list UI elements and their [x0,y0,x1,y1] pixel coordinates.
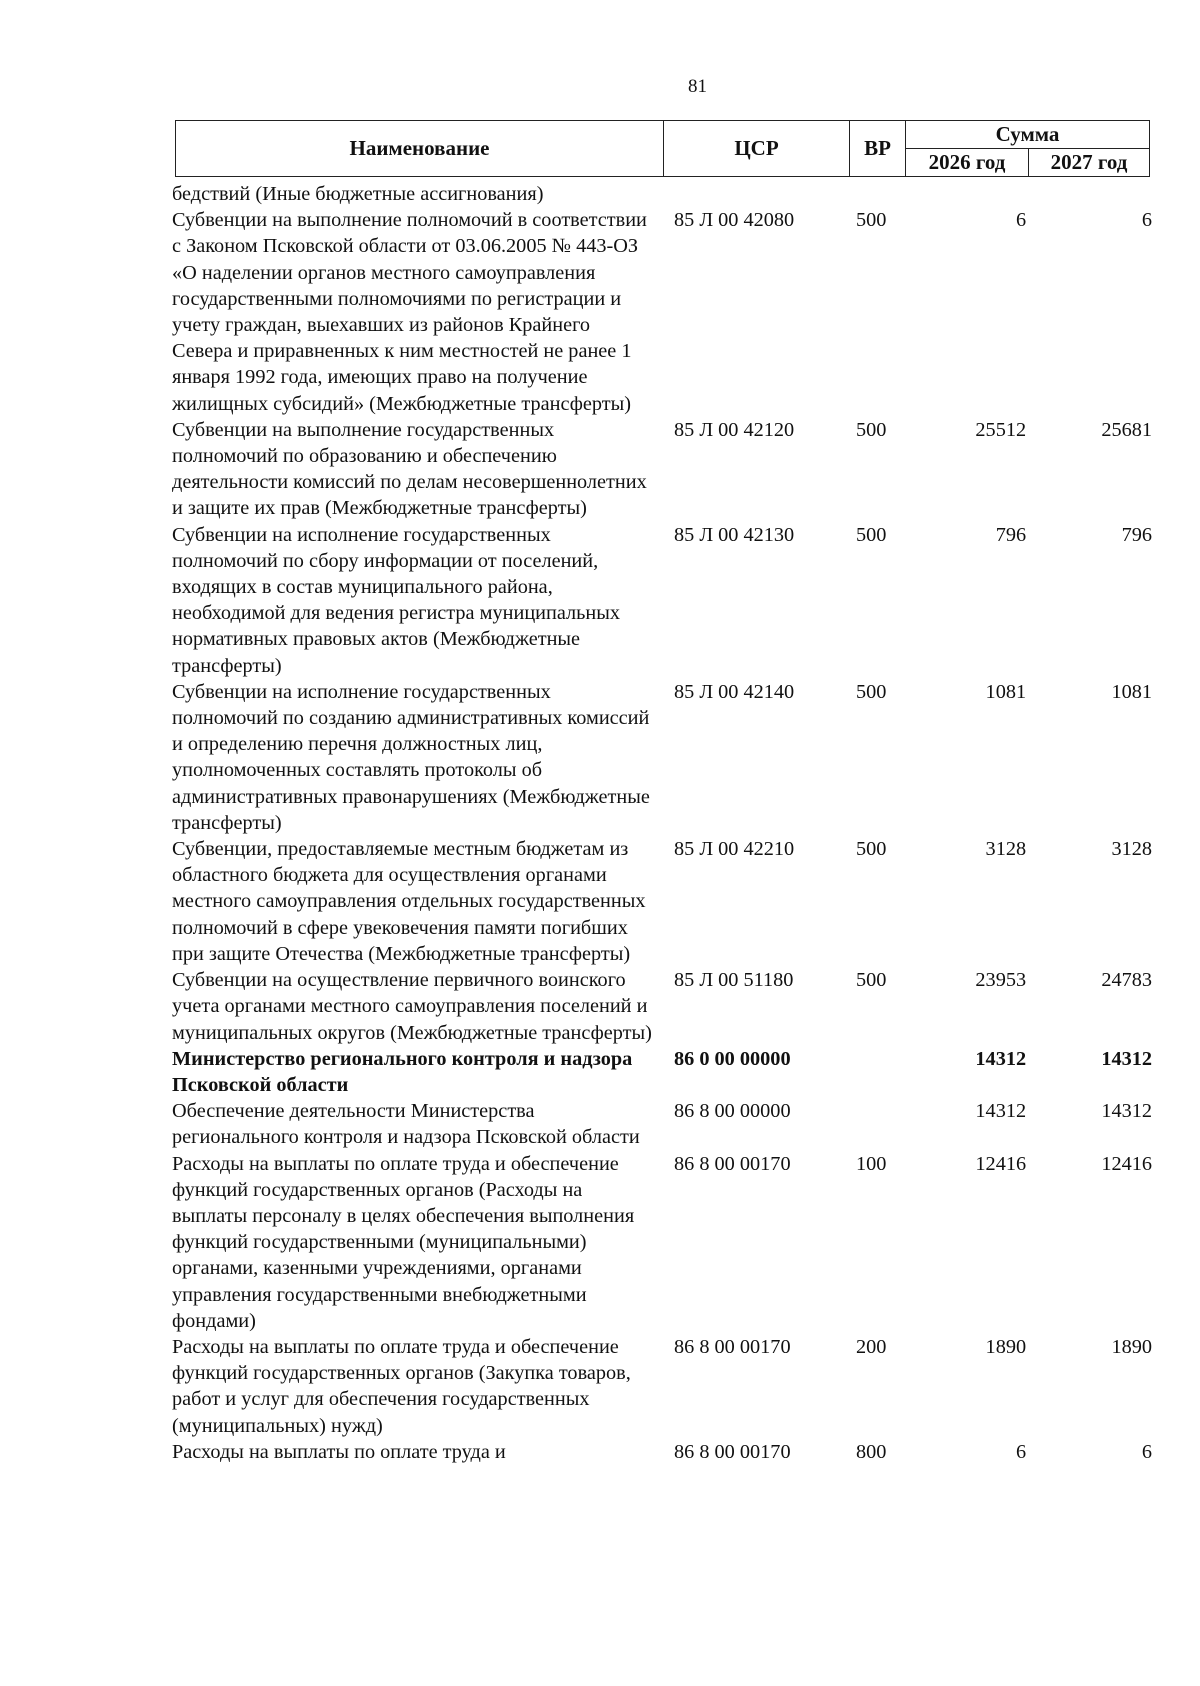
row-sum-2026: 14312 [975,1047,1027,1070]
row-csr: 86 0 00 00000 [673,1047,791,1070]
table-row [172,1151,1152,1334]
header-year-2026: 2026 год [906,149,1029,177]
table-row [172,967,1152,1046]
row-vr: 800 [855,1440,887,1463]
row-sum-2026: 6 [1015,1440,1027,1463]
row-name: Субвенции на исполнение государственных полномочий по сбору информации от поселений, входящих в состав муниципального района, необходимой для ведения регистра муниципальных нормативных правовых актов (Межбюджетные трансферты) [172,523,621,677]
row-sum-2027: 12416 [1101,1152,1153,1175]
header-sum: Сумма [906,121,1150,149]
table-row [172,679,1152,836]
row-csr: 86 8 00 00170 [673,1152,791,1175]
table-row [172,836,1152,967]
row-name: Субвенции на выполнение полномочий в соответствии с Законом Псковской области от 03.06.2005 № 443-ОЗ «О наделении органов местного самоуправления государственными полномочиями по регистрации и учету граждан, выехавших из районов Крайнего Севера и приравненных к ним местностей не ранее 1 января 1992 года, имеющих право на получение жилищных субсидий» (Межбюджетные трансферты) [172,209,647,415]
row-sum-2026: 12416 [975,1152,1027,1175]
header-vr: ВР [850,121,906,177]
page-number: 81 [688,76,707,97]
row-vr: 500 [855,418,887,441]
row-vr: 200 [855,1335,887,1358]
table-row [172,181,1152,207]
row-sum-2027: 1081 [1111,680,1153,703]
row-sum-2027: 24783 [1101,969,1153,992]
row-name: Субвенции, предоставляемые местным бюджетам из областного бюджета для осуществления органами местного самоуправления отдельных государственных полномочий в сфере увековечения памяти погибших при защите Отечества (Межбюджетные трансферты) [172,838,646,965]
row-name: Субвенции на исполнение государственных полномочий по созданию административных комиссий и определению перечня должностных лиц, уполномоченных составлять протоколы об административных правонарушениях (Межбюджетные трансферты) [172,680,650,834]
row-sum-2026: 1081 [985,680,1027,703]
row-csr: 86 8 00 00000 [673,1100,791,1123]
row-csr: 85 Л 00 42080 [673,209,795,232]
row-name: Обеспечение деятельности Министерства регионального контроля и надзора Псковской области [172,1100,640,1149]
table-row [172,1334,1152,1439]
header-csr: ЦСР [664,121,850,177]
row-sum-2027: 25681 [1101,418,1153,441]
row-csr: 86 8 00 00170 [673,1440,791,1463]
row-csr: 85 Л 00 42140 [673,680,795,703]
row-csr: 85 Л 00 42130 [673,523,795,546]
row-vr: 500 [855,523,887,546]
table-row [172,522,1152,679]
row-name: Субвенции на осуществление первичного воинского учета органами местного самоуправления поселений и муниципальных округов (Межбюджетные трансферты) [172,969,652,1044]
row-vr: 500 [855,838,887,861]
row-vr: 100 [855,1152,887,1175]
table-row [172,1098,1152,1150]
table-body [172,181,1152,1465]
row-name: Расходы на выплаты по оплате труда и [172,1440,506,1463]
row-sum-2026: 14312 [975,1100,1027,1123]
row-sum-2026: 3128 [985,838,1027,861]
row-csr: 85 Л 00 42120 [673,418,795,441]
row-sum-2027: 14312 [1101,1100,1153,1123]
row-sum-2026: 1890 [985,1335,1027,1358]
row-sum-2026: 25512 [975,418,1027,441]
row-csr: 86 8 00 00170 [673,1335,791,1358]
row-sum-2026: 23953 [975,969,1027,992]
row-name: бедствий (Иные бюджетные ассигнования) [172,183,544,205]
row-sum-2026: 6 [1015,209,1027,232]
row-sum-2027: 1890 [1111,1335,1153,1358]
header-year-2027: 2027 год [1029,149,1150,177]
row-name: Субвенции на выполнение государственных полномочий по образованию и обеспечению деятельности комиссий по делам несовершеннолетних и защите их прав (Межбюджетные трансферты) [172,418,647,520]
row-vr: 500 [855,680,887,703]
table-row [172,417,1152,522]
row-csr: 85 Л 00 42210 [673,838,795,861]
row-name: Расходы на выплаты по оплате труда и обеспечение функций государственных органов (Расходы на выплаты персоналу в целях обеспечения выполнения функций государственными (муниципальными) органами, казенными учреждениями, органами управления государственными внебюджетными фондами) [172,1152,635,1332]
header-name: Наименование [176,121,664,177]
table-row [172,1439,1152,1465]
row-name: Расходы на выплаты по оплате труда и обеспечение функций государственных органов (Закупка товаров, работ и услуг для обеспечения государственных (муниципальных) нужд) [172,1335,631,1437]
row-sum-2026: 796 [995,523,1027,546]
row-vr: 500 [855,209,887,232]
table-row [172,207,1152,417]
row-sum-2027: 6 [1141,209,1153,232]
row-csr: 85 Л 00 51180 [673,969,794,992]
table-header [175,120,1150,177]
row-sum-2027: 14312 [1101,1047,1153,1070]
row-sum-2027: 796 [1121,523,1153,546]
row-sum-2027: 6 [1141,1440,1153,1463]
table-row-section-total [172,1046,1152,1098]
row-vr: 500 [855,969,887,992]
row-name: Министерство регионального контроля и надзора Псковской области [172,1047,633,1096]
row-sum-2027: 3128 [1111,838,1153,861]
